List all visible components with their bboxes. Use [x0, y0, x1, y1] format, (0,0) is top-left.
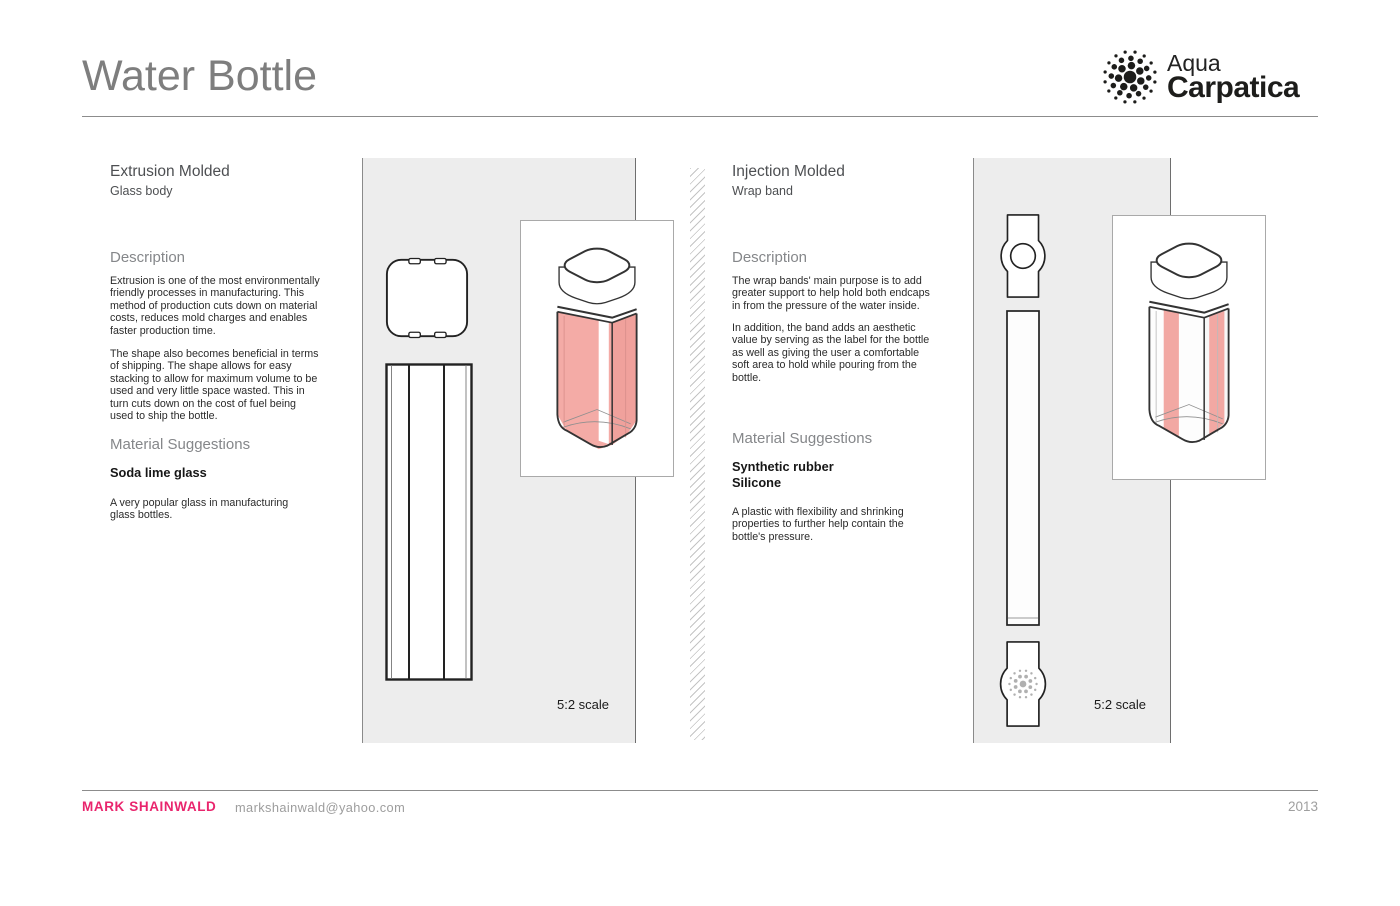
brand-logo [1101, 48, 1299, 106]
right-process-title: Injection Molded [732, 163, 845, 180]
wrap-band-side-view-drawing [1006, 310, 1040, 626]
right-process-subtitle: Wrap band [732, 184, 793, 198]
left-materials-note: A very popular glass in manufacturing glass bottles. [110, 497, 289, 522]
brand-name-line1: Aqua [1167, 49, 1221, 76]
wrap-band-3d-render [1130, 220, 1248, 466]
bottle-top-view-drawing [385, 257, 469, 339]
left-materials-heading: Material Suggestions [110, 436, 251, 453]
left-process-subtitle: Glass body [110, 184, 173, 198]
left-material-item: Soda lime glass [110, 465, 207, 480]
right-description-paragraph-2: In addition, the band adds an aesthetic value by serving as the label for the bottle as well as giving the user a comfortable soft area to hold while pouring from the bottle. [732, 322, 930, 384]
right-materials-note: A plastic with flexibility and shrinking properties to further help contain the bottle's pressure. [732, 506, 904, 543]
left-description-heading: Description [110, 249, 186, 266]
right-materials-heading: Material Suggestions [732, 430, 873, 447]
wrap-band-bottom-view-drawing [991, 641, 1055, 727]
brand-logo-text [1167, 49, 1300, 104]
footer-author-name: MARK SHAINWALD [82, 799, 217, 814]
hatched-divider [690, 168, 705, 740]
footer-email[interactable]: markshainwald@yahoo.com [235, 800, 406, 815]
left-description-paragraph-1: Extrusion is one of the most environmentally friendly processes in manufacturing. This method of production cuts down on material costs, reduces mold charges and enables faster production time. [110, 275, 320, 337]
right-material-item-2: Silicone [732, 475, 782, 490]
page-title: Water Bottle [82, 52, 317, 100]
right-material-item-1: Synthetic rubber [732, 459, 834, 474]
brand-name-line2: Carpatica [1167, 70, 1300, 104]
bottle-front-view-drawing [385, 363, 473, 681]
wrap-band-top-view-drawing [991, 214, 1055, 298]
header-divider [82, 116, 1318, 117]
left-process-title: Extrusion Molded [110, 163, 230, 180]
right-description-heading: Description [732, 249, 808, 266]
left-scale-label: 5:2 scale [557, 697, 610, 712]
aqua-carpatica-dotted-circle-icon [1101, 48, 1159, 106]
left-description-paragraph-2: The shape also becomes beneficial in terms of shipping. The shape allows for easy stacking to allow for maximum volume to be used and very little space wasted. This in turn cuts down on the cost of fuel being used to ship the bottle. [110, 348, 319, 423]
right-process-header [732, 163, 952, 198]
glass-body-3d-render [538, 224, 656, 472]
right-scale-label: 5:2 scale [1094, 697, 1147, 712]
left-process-header [110, 163, 330, 198]
footer-year: 2013 [1287, 799, 1318, 814]
footer-divider [82, 790, 1318, 791]
right-description-paragraph-1: The wrap bands' main purpose is to add greater support to help hold both endcaps in from the pressure of the water inside. [732, 275, 930, 312]
